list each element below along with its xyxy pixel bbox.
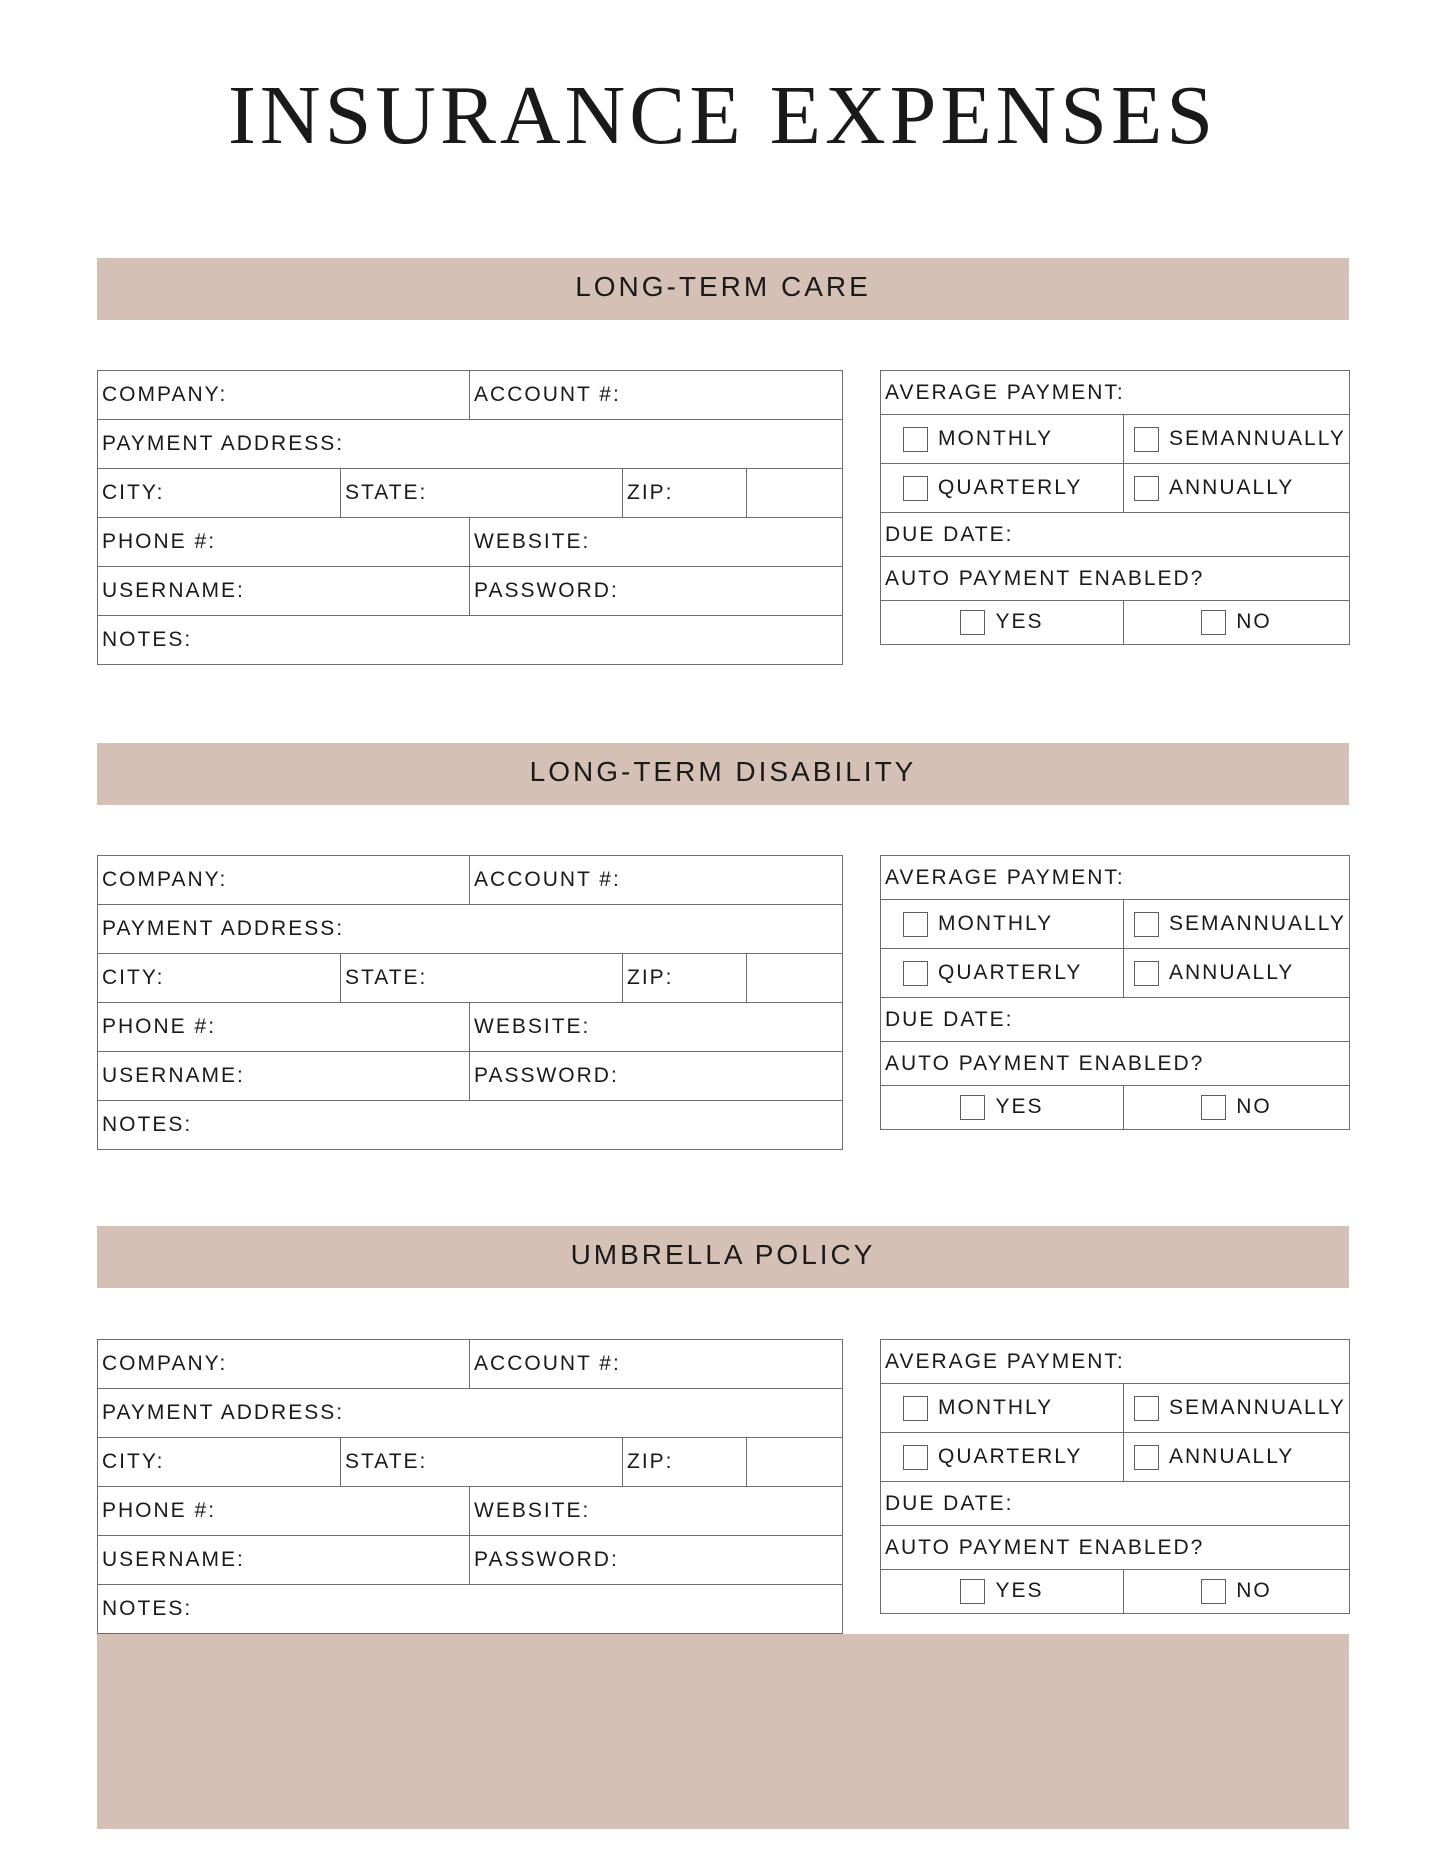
quarterly-checkbox[interactable] [903, 1445, 928, 1470]
auto-payment-label: AUTO PAYMENT ENABLED? [885, 1051, 1205, 1075]
payment-address-field[interactable] [98, 1389, 843, 1438]
average-payment-field[interactable] [881, 371, 1350, 415]
city-label: CITY: [102, 1450, 165, 1473]
account-number-label: ACCOUNT #: [474, 1352, 621, 1375]
no-option[interactable] [1124, 601, 1350, 645]
state-label: STATE: [345, 481, 428, 504]
section-header-band [97, 258, 1349, 320]
website-field[interactable] [470, 1003, 843, 1052]
zip-extension[interactable] [747, 1438, 843, 1487]
quarterly-label: QUARTERLY [938, 1444, 1083, 1468]
username-field[interactable] [98, 1536, 470, 1585]
state-zip-inner [341, 1438, 746, 1486]
state-field[interactable] [341, 469, 623, 517]
state-zip-inner [341, 469, 746, 517]
semiannually-option[interactable] [1124, 1384, 1350, 1433]
notes-label: NOTES: [102, 628, 193, 651]
auto-payment-label: AUTO PAYMENT ENABLED? [885, 566, 1205, 590]
no-label: NO [1236, 1095, 1272, 1119]
section-heading: UMBRELLA POLICY [570, 1239, 876, 1270]
website-label: WEBSITE: [474, 1015, 591, 1038]
average-payment-label: AVERAGE PAYMENT: [885, 380, 1125, 404]
state-zip-wrapper [341, 1438, 747, 1487]
average-payment-field[interactable] [881, 856, 1350, 900]
state-zip-wrapper [341, 954, 747, 1003]
account-number-field[interactable] [470, 1340, 843, 1389]
average-payment-label: AVERAGE PAYMENT: [885, 865, 1125, 889]
auto-payment-field [881, 1042, 1350, 1086]
phone-field[interactable] [98, 518, 470, 567]
semiannually-label: SEMANNUALLY [1169, 1395, 1346, 1419]
account-number-label: ACCOUNT #: [474, 383, 621, 406]
notes-field[interactable] [98, 1585, 843, 1634]
state-label: STATE: [345, 1450, 428, 1473]
footer-band [97, 1634, 1349, 1829]
monthly-checkbox[interactable] [903, 427, 928, 452]
account-details-table [97, 855, 843, 1150]
average-payment-field[interactable] [881, 1340, 1350, 1384]
zip-field[interactable] [623, 954, 747, 1002]
payment-address-field[interactable] [98, 420, 843, 469]
semiannually-checkbox[interactable] [1134, 1396, 1159, 1421]
website-field[interactable] [470, 518, 843, 567]
quarterly-label: QUARTERLY [938, 475, 1083, 499]
zip-label: ZIP: [627, 481, 674, 504]
semiannually-checkbox[interactable] [1134, 912, 1159, 937]
section-header-band [97, 743, 1349, 805]
password-label: PASSWORD: [474, 1548, 619, 1571]
password-label: PASSWORD: [474, 1064, 619, 1087]
no-option[interactable] [1124, 1570, 1350, 1614]
annually-label: ANNUALLY [1169, 960, 1295, 984]
monthly-checkbox[interactable] [903, 1396, 928, 1421]
password-field[interactable] [470, 1536, 843, 1585]
due-date-field[interactable] [881, 1482, 1350, 1526]
auto-payment-label: AUTO PAYMENT ENABLED? [885, 1535, 1205, 1559]
notes-field[interactable] [98, 1101, 843, 1150]
monthly-label: MONTHLY [938, 1395, 1054, 1419]
semiannually-option[interactable] [1124, 900, 1350, 949]
zip-label: ZIP: [627, 1450, 674, 1473]
annually-label: ANNUALLY [1169, 1444, 1295, 1468]
no-label: NO [1236, 1579, 1272, 1603]
auto-payment-field [881, 1526, 1350, 1570]
no-checkbox[interactable] [1201, 1095, 1226, 1120]
account-details-table [97, 1339, 843, 1634]
no-label: NO [1236, 610, 1272, 634]
account-number-field[interactable] [470, 371, 843, 420]
company-field[interactable] [98, 856, 470, 905]
website-field[interactable] [470, 1487, 843, 1536]
semiannually-checkbox[interactable] [1134, 427, 1159, 452]
account-details-table [97, 370, 843, 665]
annually-checkbox[interactable] [1134, 1445, 1159, 1470]
payment-details-table [880, 1339, 1350, 1614]
phone-label: PHONE #: [102, 530, 217, 553]
no-option[interactable] [1124, 1086, 1350, 1130]
annually-checkbox[interactable] [1134, 961, 1159, 986]
due-date-field[interactable] [881, 998, 1350, 1042]
website-label: WEBSITE: [474, 1499, 591, 1522]
username-field[interactable] [98, 567, 470, 616]
phone-field[interactable] [98, 1003, 470, 1052]
state-field[interactable] [341, 1438, 623, 1486]
monthly-label: MONTHLY [938, 911, 1054, 935]
due-date-label: DUE DATE: [885, 1491, 1014, 1515]
company-label: COMPANY: [102, 868, 228, 891]
zip-extension[interactable] [747, 954, 843, 1003]
yes-option[interactable] [881, 1570, 1124, 1614]
semiannually-label: SEMANNUALLY [1169, 426, 1346, 450]
city-field[interactable] [98, 1438, 341, 1487]
monthly-option[interactable] [881, 900, 1124, 949]
quarterly-option[interactable] [881, 464, 1124, 513]
no-checkbox[interactable] [1201, 610, 1226, 635]
website-label: WEBSITE: [474, 530, 591, 553]
annually-option[interactable] [1124, 949, 1350, 998]
quarterly-checkbox[interactable] [903, 961, 928, 986]
yes-checkbox[interactable] [960, 610, 985, 635]
account-number-label: ACCOUNT #: [474, 868, 621, 891]
company-field[interactable] [98, 1340, 470, 1389]
company-label: COMPANY: [102, 1352, 228, 1375]
phone-field[interactable] [98, 1487, 470, 1536]
auto-payment-field [881, 557, 1350, 601]
yes-label: YES [995, 1095, 1044, 1119]
yes-checkbox[interactable] [960, 1095, 985, 1120]
due-date-label: DUE DATE: [885, 522, 1014, 546]
monthly-checkbox[interactable] [903, 912, 928, 937]
payment-address-label: PAYMENT ADDRESS: [102, 917, 345, 940]
due-date-field[interactable] [881, 513, 1350, 557]
yes-label: YES [995, 610, 1044, 634]
annually-option[interactable] [1124, 1433, 1350, 1482]
password-field[interactable] [470, 1052, 843, 1101]
state-label: STATE: [345, 966, 428, 989]
semiannually-label: SEMANNUALLY [1169, 911, 1346, 935]
yes-option[interactable] [881, 1086, 1124, 1130]
yes-label: YES [995, 1579, 1044, 1603]
notes-field[interactable] [98, 616, 843, 665]
no-checkbox[interactable] [1201, 1579, 1226, 1604]
city-field[interactable] [98, 954, 341, 1003]
phone-label: PHONE #: [102, 1015, 217, 1038]
username-label: USERNAME: [102, 1548, 245, 1571]
section-header-band [97, 1226, 1349, 1288]
quarterly-option[interactable] [881, 949, 1124, 998]
account-number-field[interactable] [470, 856, 843, 905]
state-zip-wrapper [341, 469, 747, 518]
payment-address-field[interactable] [98, 905, 843, 954]
quarterly-label: QUARTERLY [938, 960, 1083, 984]
quarterly-checkbox[interactable] [903, 476, 928, 501]
zip-extension[interactable] [747, 469, 843, 518]
zip-field[interactable] [623, 469, 747, 517]
company-label: COMPANY: [102, 383, 228, 406]
payment-details-table [880, 370, 1350, 645]
state-field[interactable] [341, 954, 623, 1002]
password-label: PASSWORD: [474, 579, 619, 602]
password-field[interactable] [470, 567, 843, 616]
monthly-option[interactable] [881, 415, 1124, 464]
payment-address-label: PAYMENT ADDRESS: [102, 1401, 345, 1424]
username-label: USERNAME: [102, 1064, 245, 1087]
semiannually-option[interactable] [1124, 415, 1350, 464]
payment-details-table [880, 855, 1350, 1130]
city-label: CITY: [102, 966, 165, 989]
annually-option[interactable] [1124, 464, 1350, 513]
monthly-label: MONTHLY [938, 426, 1054, 450]
annually-checkbox[interactable] [1134, 476, 1159, 501]
yes-checkbox[interactable] [960, 1579, 985, 1604]
city-field[interactable] [98, 469, 341, 518]
username-label: USERNAME: [102, 579, 245, 602]
page-title: INSURANCE EXPENSES [227, 69, 1218, 162]
section-heading: LONG-TERM CARE [575, 271, 871, 302]
due-date-label: DUE DATE: [885, 1007, 1014, 1031]
company-field[interactable] [98, 371, 470, 420]
state-zip-inner [341, 954, 746, 1002]
zip-field[interactable] [623, 1438, 747, 1486]
annually-label: ANNUALLY [1169, 475, 1295, 499]
section-heading: LONG-TERM DISABILITY [529, 756, 917, 787]
city-label: CITY: [102, 481, 165, 504]
monthly-option[interactable] [881, 1384, 1124, 1433]
zip-label: ZIP: [627, 966, 674, 989]
yes-option[interactable] [881, 601, 1124, 645]
average-payment-label: AVERAGE PAYMENT: [885, 1349, 1125, 1373]
username-field[interactable] [98, 1052, 470, 1101]
notes-label: NOTES: [102, 1597, 193, 1620]
notes-label: NOTES: [102, 1113, 193, 1136]
payment-address-label: PAYMENT ADDRESS: [102, 432, 345, 455]
phone-label: PHONE #: [102, 1499, 217, 1522]
quarterly-option[interactable] [881, 1433, 1124, 1482]
